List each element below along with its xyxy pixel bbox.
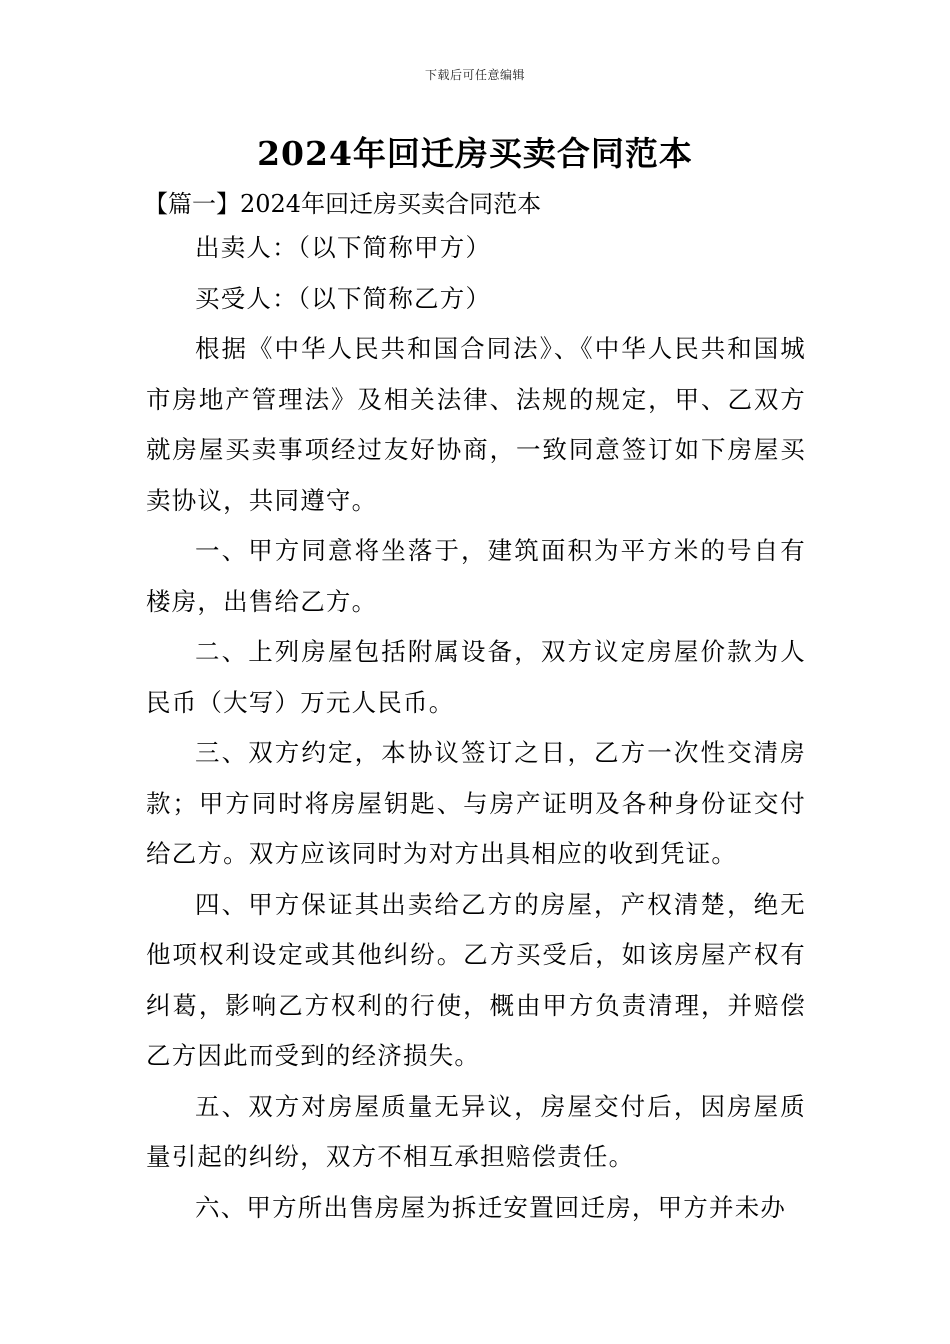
document-title: 2024年回迁房买卖合同范本 (257, 134, 693, 173)
buyer-line: 买受人：（以下简称乙方） (195, 283, 492, 313)
preamble-paragraph: 根据《中华人民共和国合同法》、《中华人民共和国城市房地产管理法》及相关法律、法规的规定，甲、乙双方就房屋买卖事项经过友好协商，一致同意签订如下房屋买卖协议，共同遵守。 (146, 334, 806, 515)
clause-4: 四、甲方保证其出卖给乙方的房屋，产权清楚，绝无他项权利设定或其他纠纷。乙方买受后，如该房屋产权有纠葛，影响乙方权利的行使，概由甲方负责清理，并赔偿乙方因此而受到的经济损失。 (146, 889, 806, 1070)
seller-line: 出卖人：（以下简称甲方） (195, 233, 492, 262)
clause-6: 六、甲方所出售房屋为拆迁安置回迁房，甲方并未办 (195, 1192, 787, 1222)
clause-5: 五、双方对房屋质量无异议，房屋交付后，因房屋质量引起的纠纷，双方不相互承担赔偿责任。 (146, 1091, 806, 1171)
clause-3: 三、双方约定，本协议签订之日，乙方一次性交清房款；甲方同时将房屋钥匙、与房产证明及各种身份证交付给乙方。双方应该同时为对方出具相应的收到凭证。 (146, 738, 806, 868)
download-note: 下载后可任意编辑 (424, 68, 525, 82)
clause-2: 二、上列房屋包括附属设备，双方议定房屋价款为人民币（大写）万元人民币。 (146, 637, 806, 717)
clause-1: 一、甲方同意将坐落于，建筑面积为平方米的号自有楼房，出售给乙方。 (146, 536, 806, 616)
contract-body (146, 223, 806, 1233)
section-heading: 【篇一】2024年回迁房买卖合同范本 (144, 190, 542, 218)
